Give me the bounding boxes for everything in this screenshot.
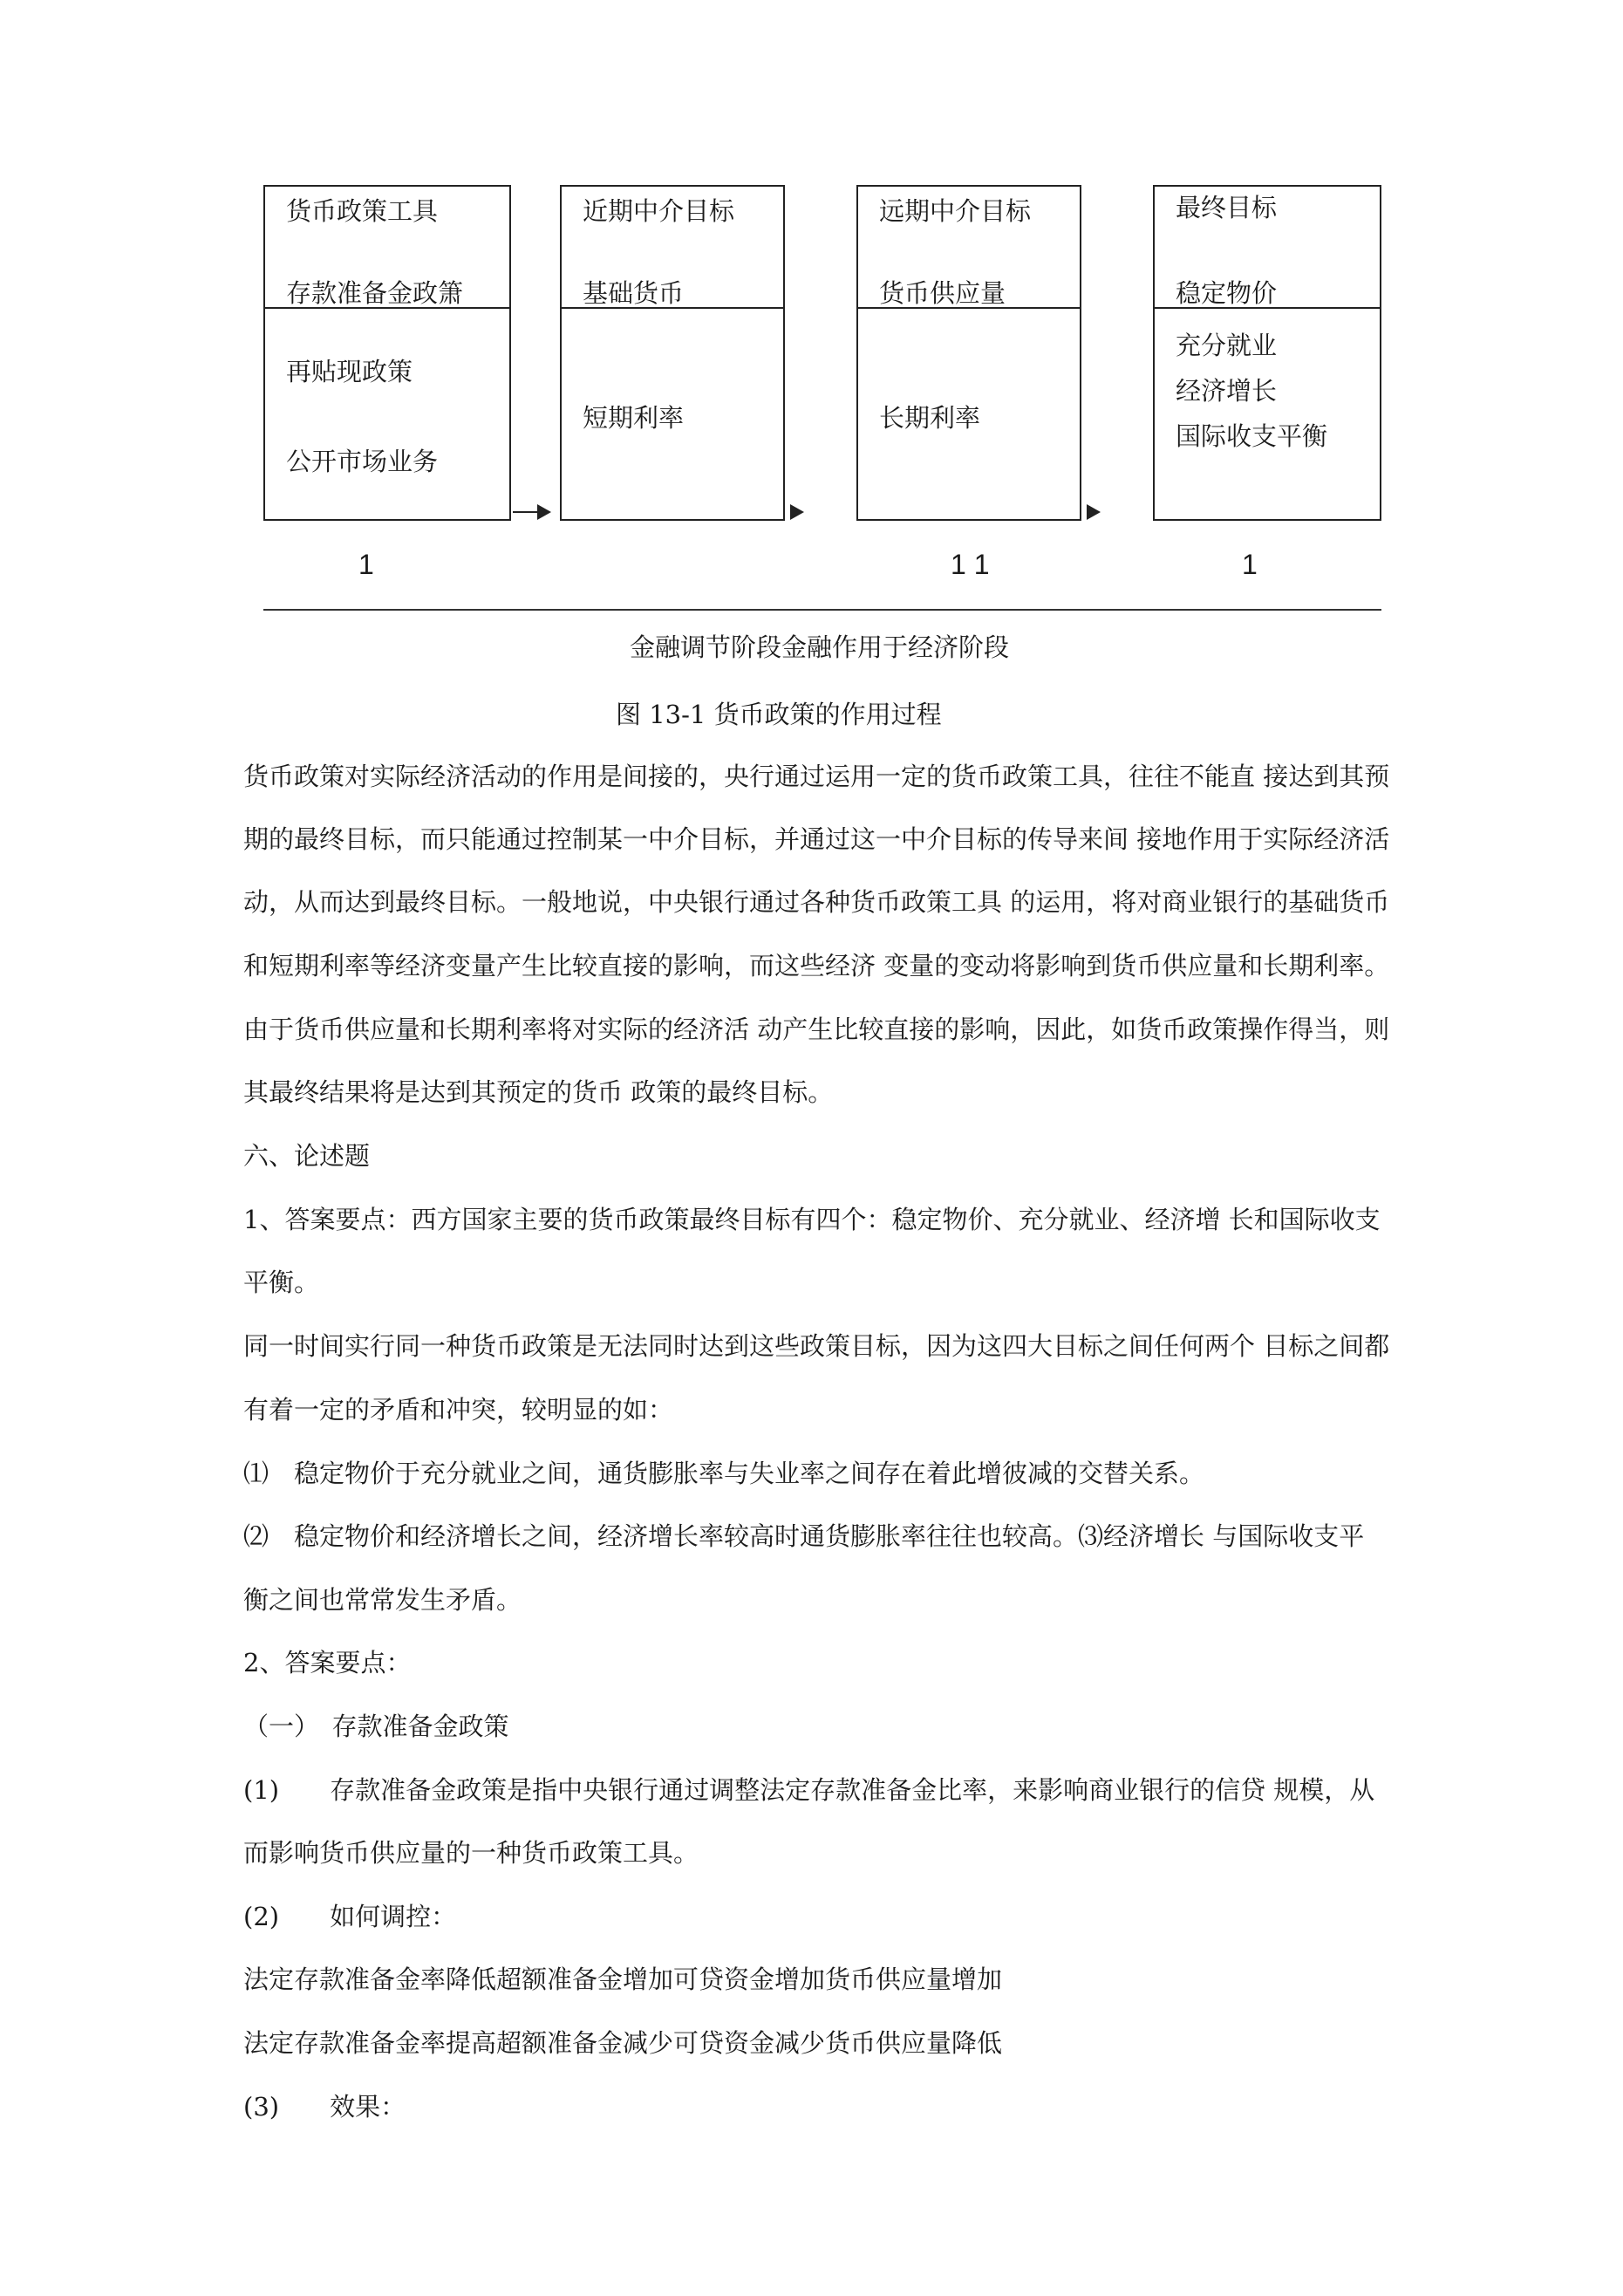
body-line: (1) 存款准备金政策是指中央银行通过调整法定存款准备金比率，来影响商业银行的信贷 规模，从 <box>243 1775 1375 1805</box>
box-text: 国际收支平衡 <box>1176 421 1328 451</box>
body-line: 法定存款准备金率降低超额准备金增加可贷资金增加货币供应量增加 <box>243 1965 1003 1994</box>
body-line: 平衡。 <box>243 1268 320 1297</box>
body-line: （一） 存款准备金政策 <box>243 1712 509 1741</box>
body-line: 动，从而达到最终目标。一般地说，中央银行通过各种货币政策工具 的运用，将对商业银行的基础货币 <box>243 887 1390 917</box>
body-line: 1、答案要点：西方国家主要的货币政策最终目标有四个：稳定物价、充分就业、经济增 长和国际收支 <box>243 1205 1381 1234</box>
box-text: 最终目标 <box>1176 193 1278 222</box>
stage-mark: 1 1 <box>951 549 990 580</box>
box-text: 公开市场业务 <box>286 447 439 476</box>
body-line: 货币政策对实际经济活动的作用是间接的，央行通过运用一定的货币政策工具，往往不能直 接达到其预 <box>243 762 1390 791</box>
box-text: 存款准备金政箫 <box>286 278 464 308</box>
body-line: 2、答案要点： <box>243 1648 412 1678</box>
section-heading: 六、论述题 <box>243 1141 371 1171</box>
stage-caption: 金融调节阶段金融作用于经济阶段 <box>630 632 1010 662</box>
body-line: 而影响货币供应量的一种货币政策工具。 <box>243 1838 699 1868</box>
body-line: ⑵ 稳定物价和经济增长之间，经济增长率较高时通货膨胀率往往也较高。⑶经济增长 与国际收支平 <box>243 1521 1365 1551</box>
box-text: 货币供应量 <box>879 278 1006 308</box>
body-line: ⑴ 稳定物价于充分就业之间，通货膨胀率与失业率之间存在着此增彼减的交替关系。 <box>243 1459 1205 1488</box>
box-text: 远期中介目标 <box>879 196 1032 226</box>
body-line: 衡之间也常常发生矛盾。 <box>243 1585 522 1615</box>
flow-box-final-target <box>1153 185 1381 521</box>
body-line: 由于货币供应量和长期利率将对实际的经济活 动产生比较直接的影响，因此，如货币政策操作得当，则 <box>243 1015 1390 1044</box>
body-line: (2) 如何调控： <box>243 1902 457 1931</box>
body-line: 有着一定的矛盾和冲突，较明显的如： <box>243 1395 674 1425</box>
flow-box-policy-tools <box>263 185 511 521</box>
box-text: 经济增长 <box>1176 376 1278 406</box>
body-line: 法定存款准备金率提高超额准备金减少可贷资金减少货币供应量降低 <box>243 2028 1003 2058</box>
flow-arrow-3 <box>1081 511 1099 513</box>
box-text: 再贴现政策 <box>286 357 413 386</box>
stage-divider-line <box>263 609 1381 611</box>
box-text: 充分就业 <box>1176 331 1278 360</box>
figure-caption: 图 13-1 货币政策的作用过程 <box>616 700 942 729</box>
flow-box-near-target <box>560 185 785 521</box>
box-text: 长期利率 <box>879 403 981 433</box>
box-text: 短期利率 <box>583 403 685 433</box>
flow-arrow-1 <box>513 511 549 513</box>
body-line: (3) 效果： <box>243 2092 406 2122</box>
body-line: 同一时间实行同一种货币政策是无法同时达到这些政策目标，因为这四大目标之间任何两个 目标之间都 <box>243 1331 1390 1361</box>
flow-arrow-2 <box>785 511 802 513</box>
body-line: 其最终结果将是达到其预定的货币 政策的最终目标。 <box>243 1077 834 1107</box>
stage-mark: 1 <box>358 549 374 580</box>
box-text: 货币政策工具 <box>286 196 439 226</box>
stage-mark: 1 <box>1242 549 1258 580</box>
box-text: 近期中介目标 <box>583 196 735 226</box>
box-text: 稳定物价 <box>1176 278 1278 308</box>
body-line: 和短期利率等经济变量产生比较直接的影响，而这些经济 变量的变动将影响到货币供应量和长期利率。 <box>243 951 1390 981</box>
body-line: 期的最终目标，而只能通过控制某一中介目标，并通过这一中介目标的传导来间 接地作用于实际经济活 <box>243 824 1390 854</box>
box-text: 基础货币 <box>583 278 685 308</box>
flow-box-far-target <box>856 185 1081 521</box>
